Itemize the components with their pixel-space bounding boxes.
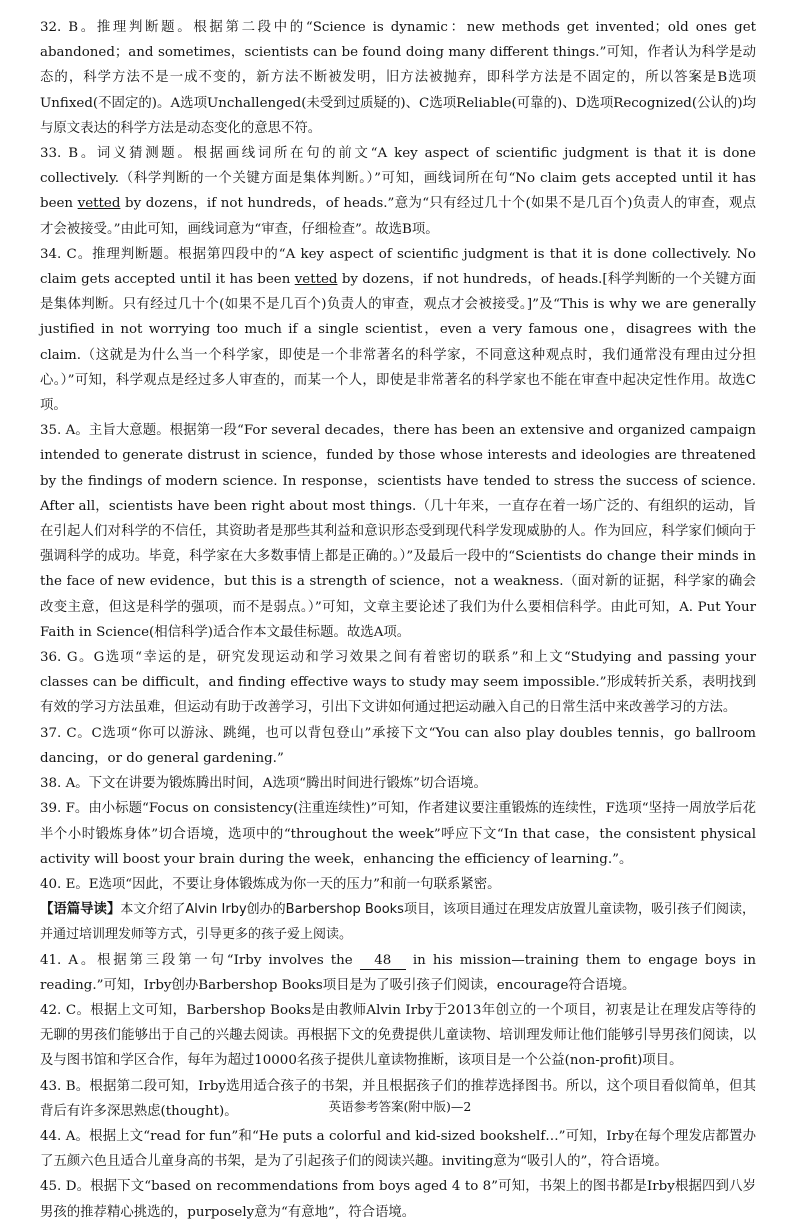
item-text: A。主旨大意题。根据第一段“For several decades，there has been an extensive and organized campaign intended to generate distrust in science，funded by those whose interests and ideologies are threatened by the findings of modern science. In response，scientists have tended to stress the success of science. After all，scientists have been right about most things.（几十年来，一直存在着一场广泛的、有组织的运动，旨在引起人们对科学的不信任，其资助者是那些其利益和意识形态受到现代科学发现威胁的人。作为回应，科学家们倾向于强调科学的成功。毕竟，科学家在大多数事情上都是正确的。）”及最后一段中的“Scientists do change their minds in the face of new evidence，but this is a strength of science，not a weakness.（面对新的证据，科学家的确会改变主意，但这是科学的强项，而不是弱点。）”可知，文章主要论述了我们为什么要相信科学。由此可知，A. Put Your Faith in Science(相信科学)适合作本文最佳标题。故选A项。 [40, 423, 757, 640]
item-number: 40. [40, 876, 62, 892]
item-number: 44. [40, 1128, 62, 1144]
underlined-word: vetted [77, 196, 121, 212]
guide-tag: 【语篇导读】 [40, 901, 121, 918]
page-footer: 英语参考答案(附中版)—2 [328, 1099, 472, 1114]
answer-45 [40, 1174, 756, 1224]
answer-33 [40, 141, 756, 242]
item-text: D。根据下文“based on recommendations from boys aged 4 to 8”可知，书架上的图书都是Irby根据四到八岁男孩的推荐精心挑选的，purposely意为“有意地”，符合语境。 [40, 1179, 756, 1220]
item-text: A。根据上文“read for fun”和“He puts a colorful and kid-sized bookshelf…”可知，Irby在每个理发店都置办了五颜六色且适合儿童身高的书架，是为了引起孩子们的阅读兴趣。inviting意为“吸引人的”，符合语境。 [40, 1128, 756, 1170]
item-text: B。推理判断题。根据第二段中的“Science is dynamic：new methods get invented；old ones get abandoned；and sometimes，scientists can be found doing many different things.”可知，作者认为科学是动态的，科学方法不是一成不变的，新方法不断被发明，旧方法被抛弃，即科学方法是不固定的，所以答案是B选项Unfixed(不固定的)。A选项Unchallenged(未受到过质疑的)、C选项Reliable(可靠的)、D选项Recognized(公认的)均与原文表达的科学方法是动态变化的意思不符。 [40, 20, 756, 136]
item-number: 32. [40, 20, 62, 35]
answer-37 [40, 721, 756, 771]
answer-36 [40, 645, 756, 721]
passage-guide [40, 897, 756, 947]
item-number: 39. [40, 801, 62, 817]
answer-38 [40, 771, 756, 796]
item-text: G。G选项“幸运的是，研究发现运动和学习效果之间有着密切的联系”和上文“Studying and passing your classes can be difficult，and finding effective ways to study may seem impossible.”形成转折关系，表明找到有效的学习方法虽难，但运动有助于改善学习，引出下文讲如何通过把运动融入自己的日常生活中来改善学习的方法。 [40, 650, 756, 716]
item-text: E。E选项“因此，不要让身体锻炼成为你一天的压力”和前一句联系紧密。 [65, 876, 501, 892]
item-number: 36. [40, 650, 62, 666]
blank-number: 48 [360, 953, 406, 970]
item-number: 41. [40, 952, 62, 968]
item-text: F。由小标题“Focus on consistency(注重连续性)”可知，作者建议要注重锻炼的连续性，F选项“坚持一周放学后花半个小时锻炼身体”切合语境，选项中的“throughout the week”呼应下文“In that case，the consistent physical activity will boost your brain during the week，enhancing the efficiency of learning.”。 [40, 801, 756, 867]
item-text: A。下文在讲要为锻炼腾出时间，A选项“腾出时间进行锻炼”切合语境。 [65, 776, 487, 792]
item-number: 42. [40, 1002, 62, 1018]
answer-41 [40, 948, 756, 998]
answer-44 [40, 1124, 756, 1174]
answer-32 [40, 15, 756, 141]
answer-35 [40, 418, 756, 645]
item-number: 37. [40, 725, 62, 741]
item-number: 35. [40, 423, 62, 439]
item-text: B。根据第二段可知，Irby选用适合孩子的书架，并且根据孩子们的推荐选择图书。所以，这个项目看似简单，但其背后有许多深思熟虑(thought)。 [40, 1078, 756, 1119]
answer-40 [40, 872, 756, 897]
answer-42 [40, 998, 756, 1074]
answer-34 [40, 242, 756, 418]
underlined-word: vetted [294, 272, 338, 288]
item-text: B。词义猜测题。根据画线词所在句的前文“A key aspect of scientific judgment is that it is done collectively.（科学判断的一个关键方面是集体判断。）”可知，画线词所在句“No claim gets accepted until it has been [40, 146, 756, 212]
guide-text: 本文介绍了Alvin Irby创办的Barbershop Books项目，该项目通过在理发店放置儿童读物，吸引孩子们阅读，并通过培训理发师等方式，引导更多的孩子爱上阅读。 [40, 902, 755, 943]
item-text: C。C选项“你可以游泳、跳绳，也可以背包登山”承接下文“You can also play doubles tennis，go ballroom dancing，or do general gardening.” [40, 725, 757, 766]
item-number: 34. [40, 246, 62, 262]
item-number: 45. [40, 1179, 62, 1195]
item-number: 38. [40, 776, 62, 792]
item-text: by dozens，if not hundreds，of heads.”意为“只有经过几十个(如果不是几百个)负责人的审查，观点才会被接受。”由此可知，画线词意为“审查，仔细检查”。故选B项。 [40, 196, 757, 237]
answer-39 [40, 796, 756, 872]
item-text: C。根据上文可知，Barbershop Books是由教师Alvin Irby于2013年创立的一个项目，初衷是让在理发店等待的无聊的男孩们能够出于自己的兴趣去阅读。再根据下文的免费提供儿童读物、培训理发师让他们能够引导男孩们阅读，以及与图书馆和学区合作，每年为超过10000名孩子提供儿童读物推断，该项目是一个公益(non-profit)项目。 [40, 1002, 756, 1069]
item-text: A。根据第三段第一句“Irby involves the [68, 952, 360, 968]
item-number: 43. [40, 1078, 62, 1094]
item-number: 33. [40, 146, 62, 162]
item-text: C。推理判断题。根据第四段中的“A key aspect of scientific judgment is that it is done collectively. No claim gets accepted until it has been [40, 246, 756, 288]
item-text: by dozens，if not hundreds，of heads.[科学判断的一个关键方面是集体判断。只有经过几十个(如果不是几百个)负责人的审查，观点才会被接受。]”及“This is why we are generally justified in not worrying too much if a single scientist，even a very famous one，disagrees with the claim.（这就是为什么当一个科学家，即使是一个非常著名的科学家，不同意这种观点时，我们通常没有理由过分担心。）”可知，科学观点是经过多人审查的，而某一个人，即使是非常著名的科学家也不能在审查中起决定性作用。故选C项。 [40, 272, 757, 414]
item-text: in his mission—training them to engage boys in reading.”可知，Irby创办Barbershop Books项目是为了吸引孩子们阅读，encourage符合语境。 [40, 952, 756, 993]
